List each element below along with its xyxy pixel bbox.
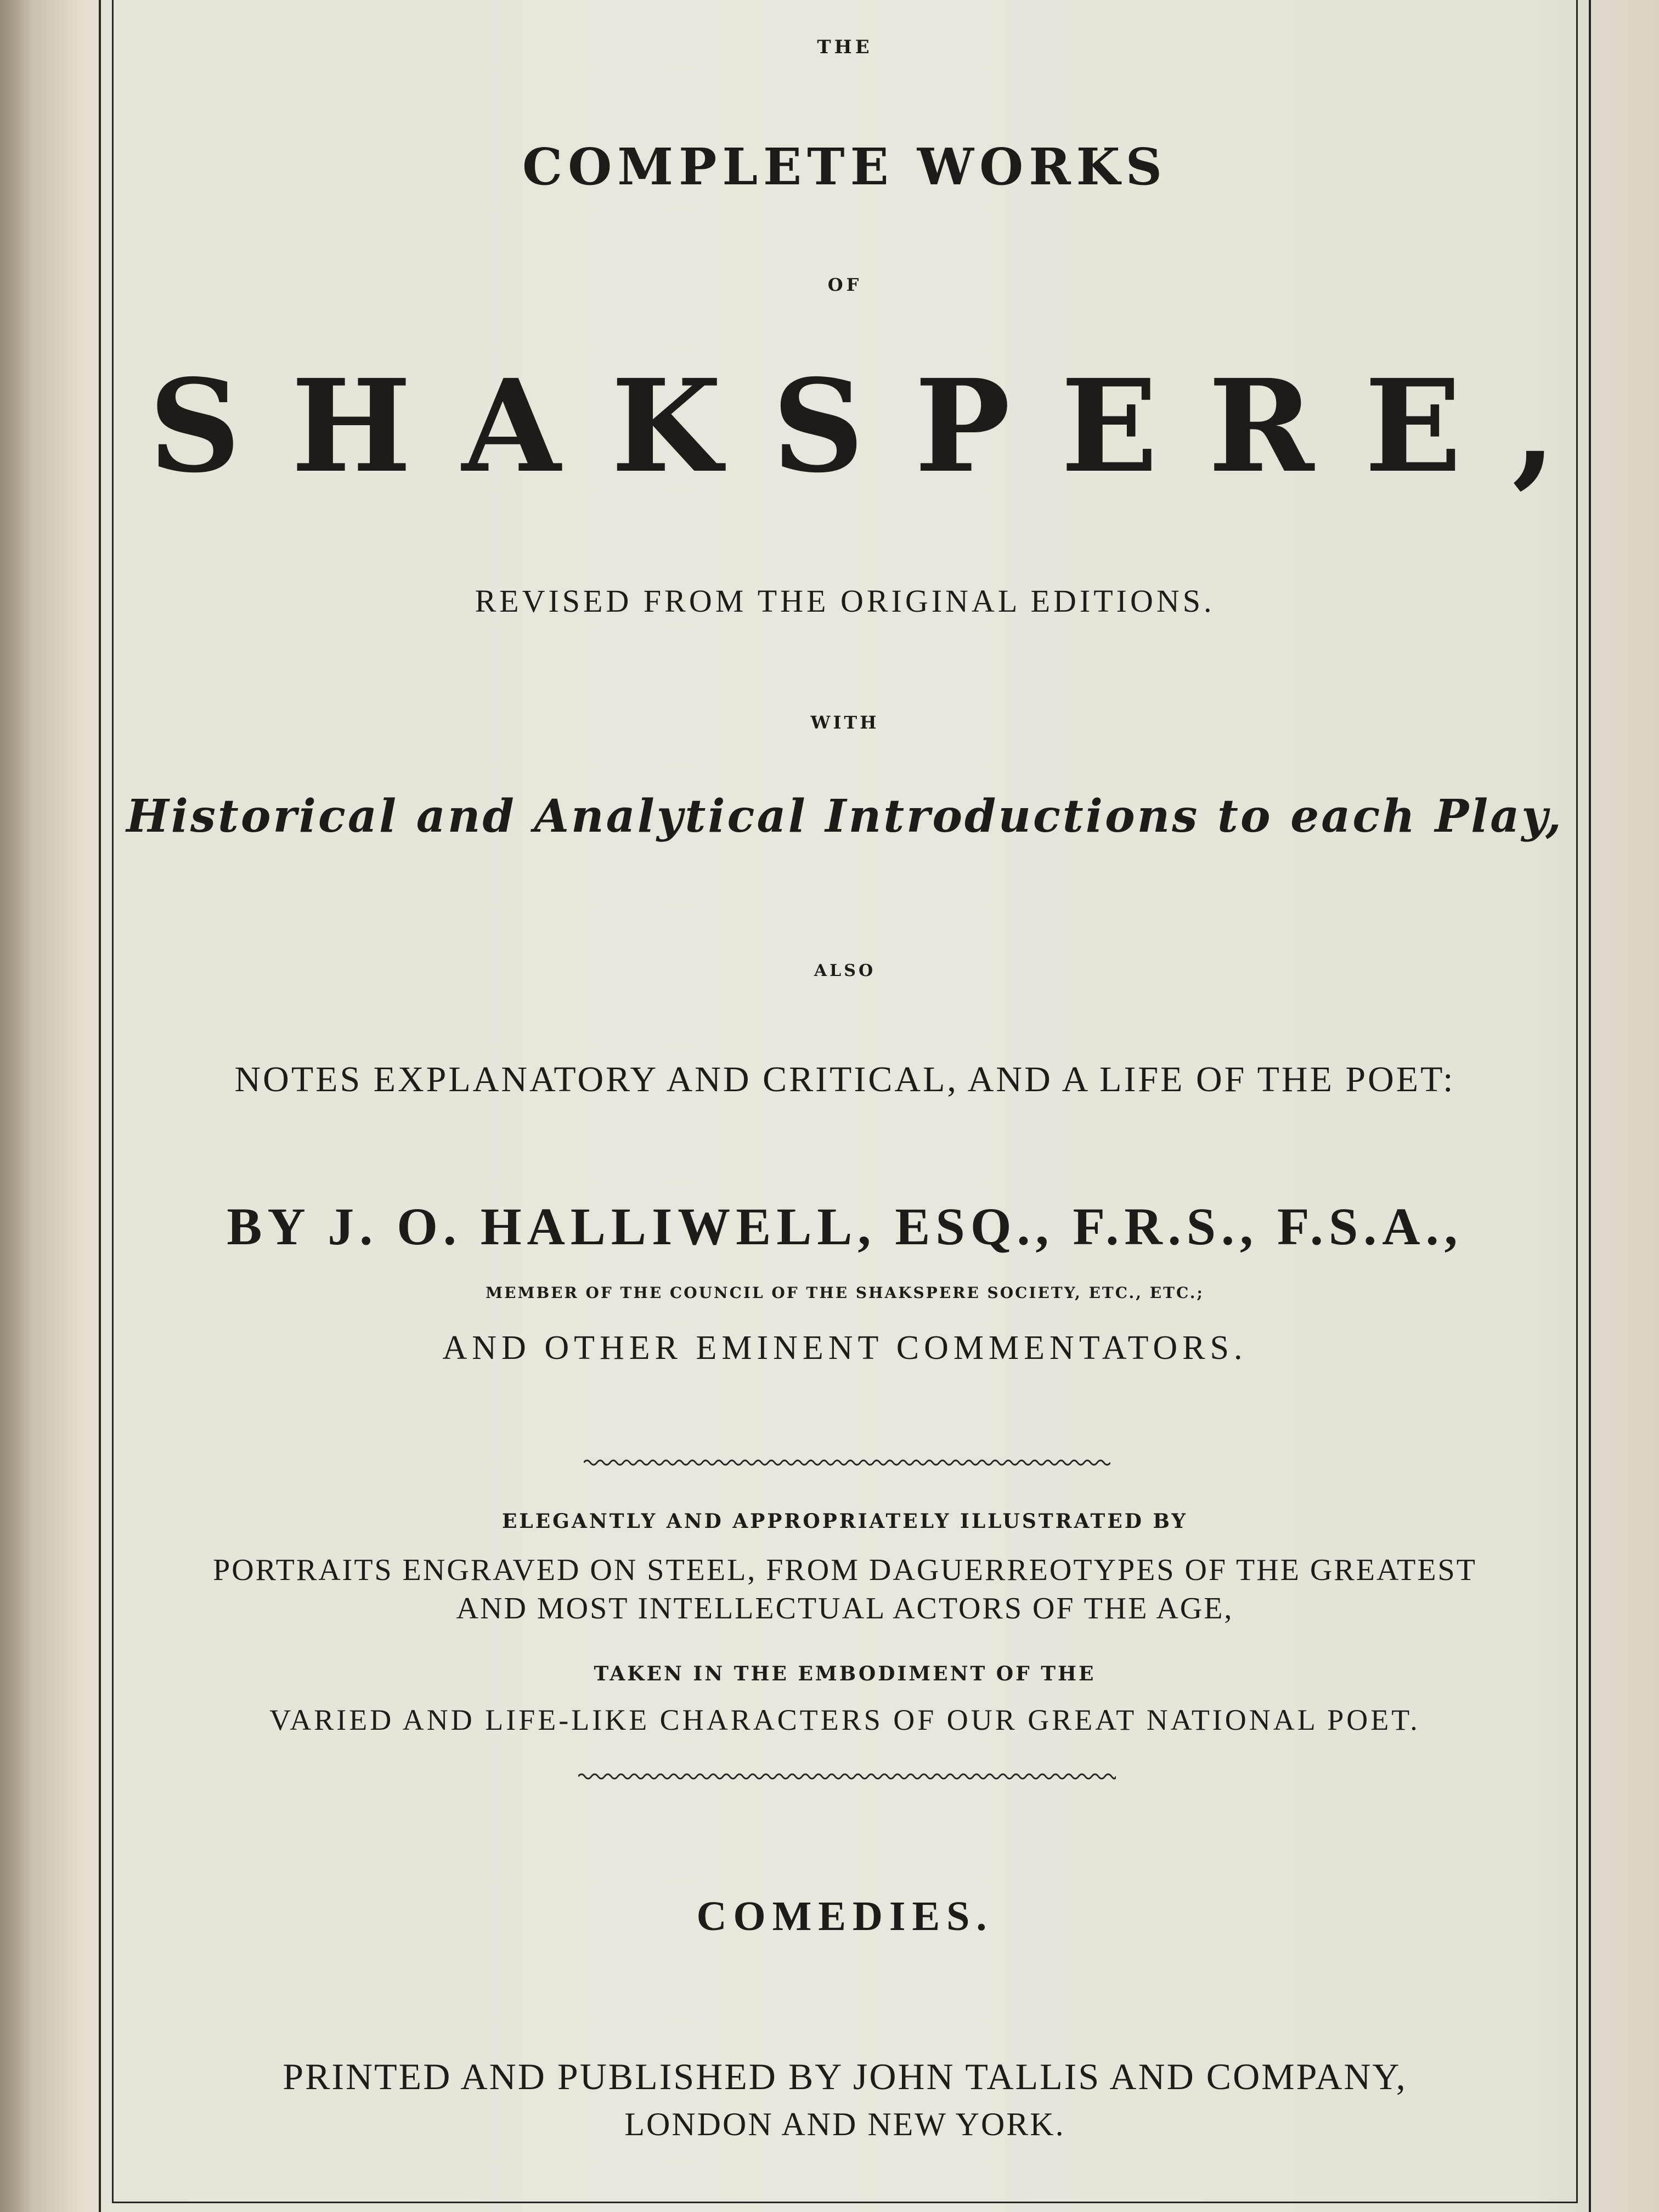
title-of: OF bbox=[827, 274, 862, 295]
characters-line: VARIED AND LIFE-LIKE CHARACTERS OF OUR GREAT NATIONAL POET. bbox=[269, 1703, 1420, 1736]
publisher-location: LONDON AND NEW YORK. bbox=[624, 2106, 1065, 2142]
editor-byline: BY J. O. HALLIWELL, ESQ., F.R.S., F.S.A., bbox=[227, 1197, 1463, 1256]
editor-membership: MEMBER OF THE COUNCIL OF THE SHAKSPERE SOCIETY, ETC., ETC.; bbox=[486, 1284, 1204, 1302]
title-the: THE bbox=[817, 36, 873, 58]
portraits-line-1: PORTRAITS ENGRAVED ON STEEL, FROM DAGUERREOTYPES OF THE GREATEST bbox=[213, 1553, 1477, 1587]
subtitle-also: ALSO bbox=[814, 961, 876, 980]
title-page bbox=[112, 0, 1607, 2212]
other-commentators: AND OTHER EMINENT COMMENTATORS. bbox=[442, 1329, 1248, 1367]
illustrated-by: ELEGANTLY AND APPROPRIATELY ILLUSTRATED BY bbox=[501, 1510, 1188, 1533]
volume-comedies: COMEDIES. bbox=[696, 1893, 994, 1939]
book-gutter-shadow bbox=[0, 0, 82, 2212]
embodiment-line: TAKEN IN THE EMBODIMENT OF THE bbox=[594, 1662, 1096, 1685]
ornamental-wavy-rule-bottom bbox=[578, 1771, 1116, 1782]
ornamental-wavy-rule-top bbox=[584, 1457, 1110, 1468]
subtitle-introductions: Historical and Analytical Introductions to each Play, bbox=[126, 790, 1564, 843]
title-author-name: SHAKSPERE, bbox=[149, 351, 1607, 501]
title-complete-works: COMPLETE WORKS bbox=[522, 137, 1168, 196]
portraits-line-2: AND MOST INTELLECTUAL ACTORS OF THE AGE, bbox=[456, 1592, 1234, 1626]
subtitle-with: WITH bbox=[810, 712, 879, 733]
publisher-line: PRINTED AND PUBLISHED BY JOHN TALLIS AND COMPANY, bbox=[283, 2056, 1407, 2097]
subtitle-notes: NOTES EXPLANATORY AND CRITICAL, AND A LIFE OF THE POET: bbox=[234, 1059, 1455, 1099]
subtitle-revised: REVISED FROM THE ORIGINAL EDITIONS. bbox=[475, 583, 1215, 619]
